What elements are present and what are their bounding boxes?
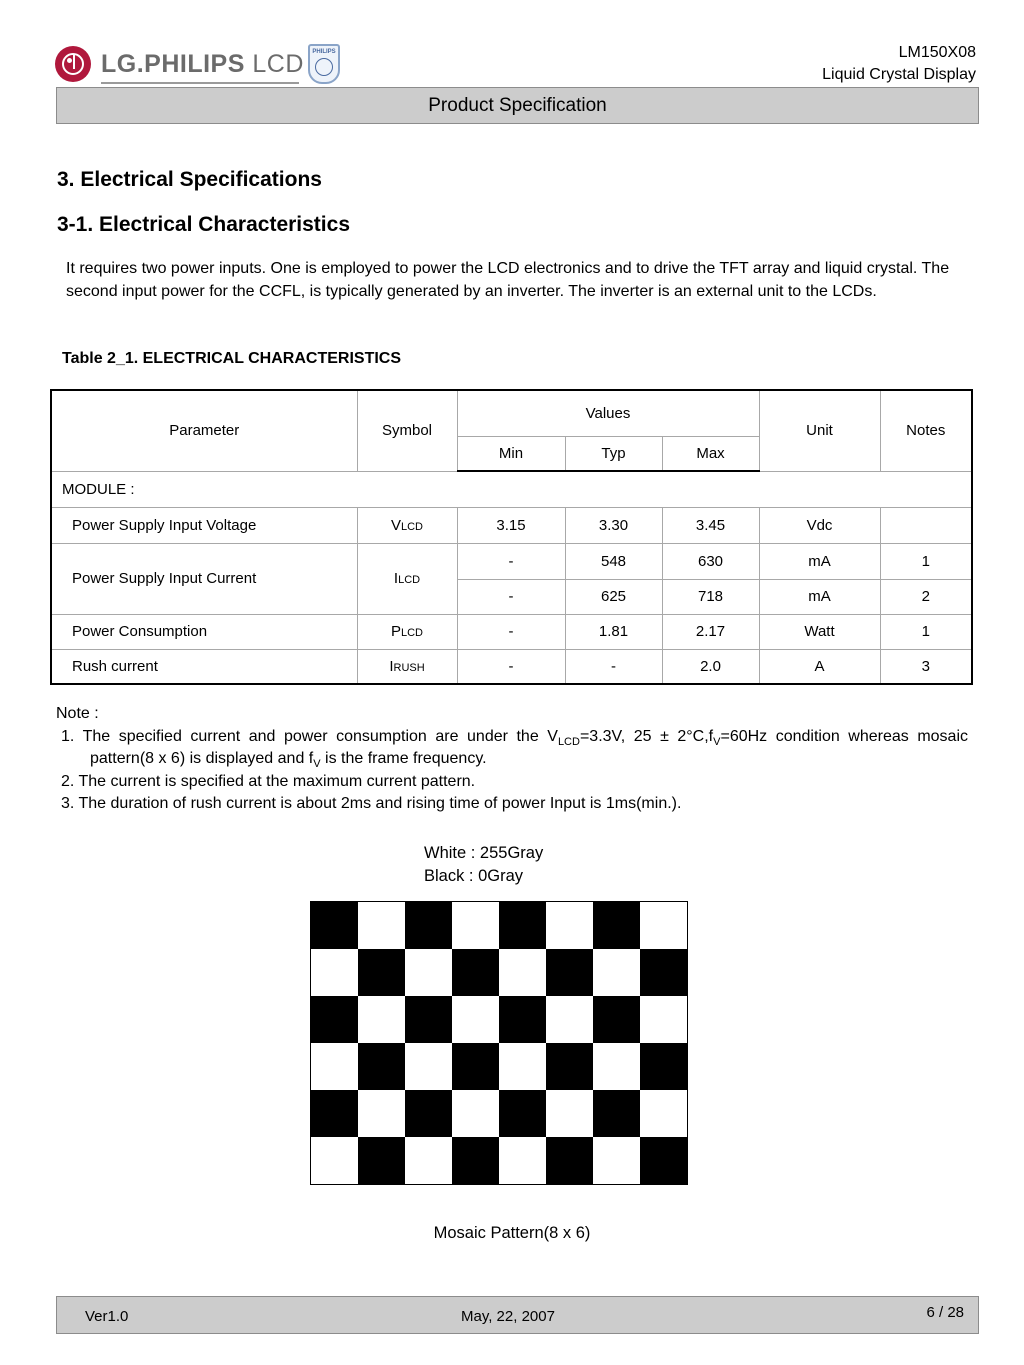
row-typ: 548	[565, 543, 662, 579]
mosaic-cell	[593, 1043, 640, 1090]
header-min: Min	[457, 436, 565, 471]
row-max: 3.45	[662, 507, 759, 543]
mosaic-cell	[405, 902, 452, 949]
row-typ: -	[565, 649, 662, 684]
row-min: -	[457, 543, 565, 579]
mosaic-cell	[546, 1090, 593, 1137]
row-parameter: Power Supply Input Current	[51, 543, 357, 614]
mosaic-cell	[546, 1043, 593, 1090]
row-max: 718	[662, 579, 759, 614]
mosaic-cell	[358, 1090, 405, 1137]
mosaic-cell	[640, 996, 687, 1043]
mosaic-cell	[405, 949, 452, 996]
row-parameter: Power Supply Input Voltage	[51, 507, 357, 543]
mosaic-cell	[452, 1137, 499, 1184]
row-max: 630	[662, 543, 759, 579]
mosaic-cell	[499, 1137, 546, 1184]
mosaic-cell	[640, 1090, 687, 1137]
header-values: Values	[457, 390, 759, 436]
mosaic-cell	[593, 902, 640, 949]
mosaic-cell	[452, 949, 499, 996]
mosaic-grid	[311, 902, 687, 1184]
row-symbol: PLCD	[357, 614, 457, 649]
footer-version: Ver1.0	[85, 1308, 129, 1325]
row-min: -	[457, 649, 565, 684]
row-notes	[880, 507, 972, 543]
mosaic-cell	[499, 996, 546, 1043]
notes-title: Note :	[56, 705, 99, 722]
module-label: MODULE :	[51, 471, 972, 507]
header-max: Max	[662, 436, 759, 471]
mosaic-cell	[640, 949, 687, 996]
table-caption: Table 2_1. ELECTRICAL CHARACTERISTICS	[62, 350, 402, 367]
lg-logo-icon	[55, 46, 91, 82]
mosaic-cell	[593, 1137, 640, 1184]
model-number: LM150X08	[898, 44, 976, 61]
mosaic-cell	[499, 1090, 546, 1137]
mosaic-cell	[311, 1137, 358, 1184]
mosaic-cell	[640, 902, 687, 949]
pattern-legend	[424, 842, 543, 887]
row-symbol: IRUSH	[357, 649, 457, 684]
note-1: 1. The specified current and power consumption are under the $V_{LCD}=3.3V$, $25 \pm 2^\circ C,f_V=60Hz$ condition whereas mosaic pattern(8 x 6) is displayed and $f_V$ is the frame frequency.	[61, 727, 969, 771]
mosaic-cell	[452, 996, 499, 1043]
mosaic-cell	[311, 949, 358, 996]
mosaic-cell	[405, 996, 452, 1043]
header-typ: Typ	[565, 436, 662, 471]
mosaic-cell	[311, 996, 358, 1043]
mosaic-cell	[593, 996, 640, 1043]
row-unit: Watt	[759, 614, 880, 649]
table-row	[51, 614, 972, 649]
mosaic-cell	[358, 902, 405, 949]
mosaic-cell	[640, 1043, 687, 1090]
row-unit: mA	[759, 543, 880, 579]
mosaic-cell	[546, 996, 593, 1043]
footer-page-number: 6 / 28	[926, 1304, 964, 1321]
mosaic-cell	[452, 1090, 499, 1137]
mosaic-cell	[358, 996, 405, 1043]
row-symbol: ILCD	[357, 543, 457, 614]
page-footer	[56, 1296, 979, 1334]
section-heading: 3. Electrical Specifications	[57, 168, 322, 191]
row-parameter: Rush current	[51, 649, 357, 684]
mosaic-cell	[499, 902, 546, 949]
row-unit: mA	[759, 579, 880, 614]
philips-shield-icon: PHILIPS	[308, 44, 340, 84]
table-row	[51, 507, 972, 543]
row-max: 2.17	[662, 614, 759, 649]
row-notes: 1	[880, 614, 972, 649]
row-min: 3.15	[457, 507, 565, 543]
mosaic-cell	[593, 949, 640, 996]
row-typ: 3.30	[565, 507, 662, 543]
mosaic-cell	[593, 1090, 640, 1137]
footer-date: May, 22, 2007	[461, 1308, 555, 1325]
note-2: 2. The current is specified at the maximum current pattern.	[61, 772, 476, 790]
row-min: -	[457, 579, 565, 614]
row-unit: A	[759, 649, 880, 684]
table-row	[51, 543, 972, 579]
mosaic-pattern	[310, 901, 688, 1185]
row-unit: Vdc	[759, 507, 880, 543]
logo-underline	[101, 82, 299, 84]
row-notes: 2	[880, 579, 972, 614]
table-row	[51, 649, 972, 684]
product-type: Liquid Crystal Display	[822, 66, 976, 83]
page-title-bar: Product Specification	[56, 87, 979, 124]
mosaic-caption: Mosaic Pattern(8 x 6)	[433, 1224, 591, 1242]
mosaic-cell	[405, 1137, 452, 1184]
mosaic-cell	[452, 902, 499, 949]
mosaic-cell	[311, 1090, 358, 1137]
mosaic-cell	[311, 902, 358, 949]
mosaic-cell	[499, 949, 546, 996]
mosaic-cell	[358, 1137, 405, 1184]
mosaic-cell	[405, 1090, 452, 1137]
mosaic-cell	[358, 949, 405, 996]
row-typ: 625	[565, 579, 662, 614]
mosaic-cell	[499, 1043, 546, 1090]
mosaic-cell	[405, 1043, 452, 1090]
mosaic-cell	[311, 1043, 358, 1090]
mosaic-cell	[546, 1137, 593, 1184]
row-notes: 3	[880, 649, 972, 684]
black-label: Black : 0Gray	[424, 866, 524, 885]
mosaic-cell	[546, 949, 593, 996]
row-parameter: Power Consumption	[51, 614, 357, 649]
mosaic-cell	[546, 902, 593, 949]
notes-block	[56, 703, 968, 816]
mosaic-cell	[640, 1137, 687, 1184]
electrical-characteristics-table	[50, 389, 973, 685]
row-symbol: VLCD	[357, 507, 457, 543]
header-parameter: Parameter	[51, 390, 357, 471]
intro-paragraph: It requires two power inputs. One is employed to power the LCD electronics and to drive the TFT array and liquid crystal. The second input power for the CCFL, is typically generated by an inverter. The inverter is an external unit to the LCDs.	[66, 260, 950, 300]
header-notes: Notes	[880, 390, 972, 471]
row-notes: 1	[880, 543, 972, 579]
company-logo	[55, 44, 345, 88]
subsection-heading: 3-1. Electrical Characteristics	[57, 213, 350, 236]
mosaic-cell	[358, 1043, 405, 1090]
logo-wordmark: LG.PHILIPS LCD	[101, 50, 304, 78]
white-label: White : 255Gray	[424, 844, 544, 862]
header-unit: Unit	[759, 390, 880, 471]
header-symbol: Symbol	[357, 390, 457, 471]
row-max: 2.0	[662, 649, 759, 684]
document-id	[822, 42, 976, 86]
note-3: 3. The duration of rush current is about 2ms and rising time of power Input is 1ms(min.).	[61, 795, 682, 812]
mosaic-cell	[452, 1043, 499, 1090]
row-min: -	[457, 614, 565, 649]
row-typ: 1.81	[565, 614, 662, 649]
